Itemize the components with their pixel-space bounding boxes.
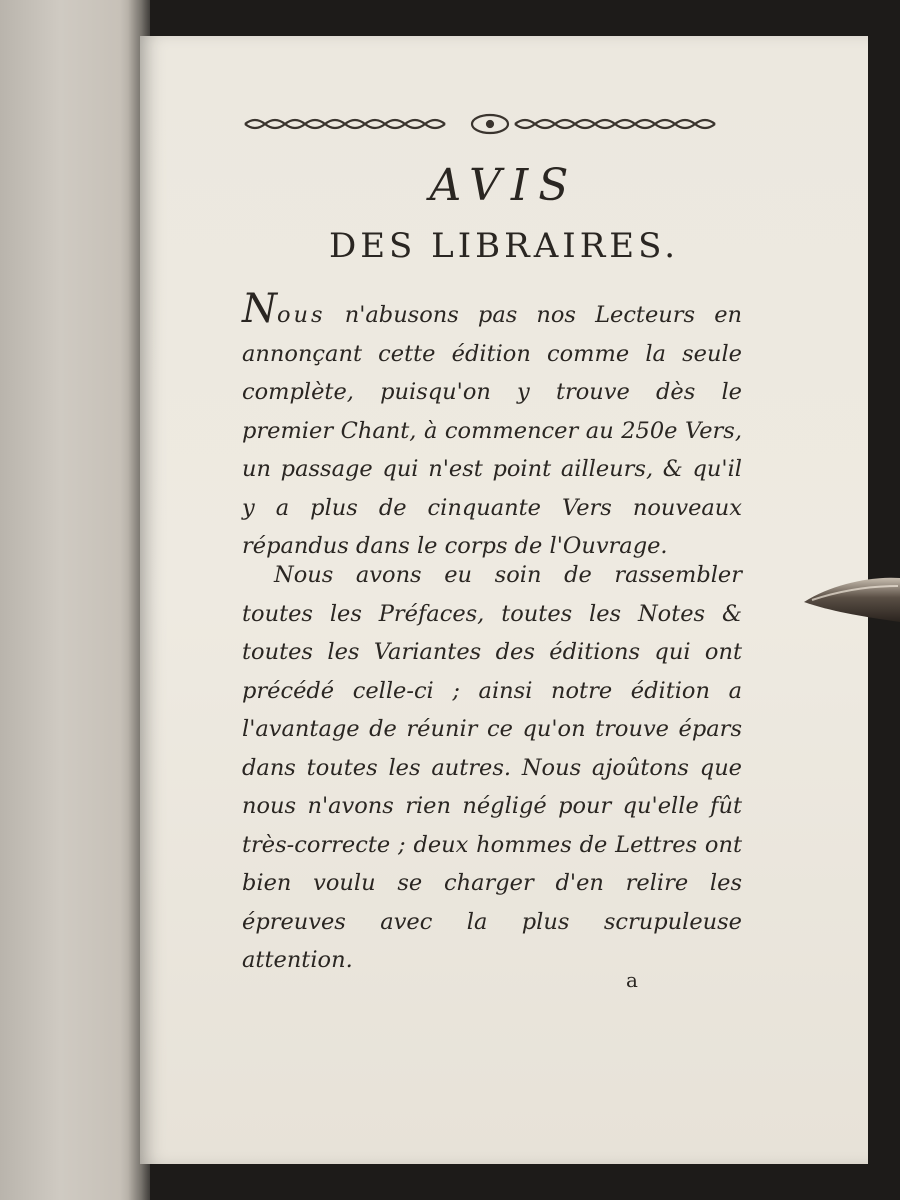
drop-cap: N	[242, 286, 277, 332]
signature-mark: a	[626, 968, 638, 992]
page-title: AVIS	[429, 160, 579, 211]
metal-pointer-icon	[802, 572, 900, 628]
decorative-border-icon	[240, 112, 740, 136]
paragraph-2: Nous avons eu soin de rassembler toutes les Préfaces, toutes les Notes & toutes les Variantes des éditions qui ont précédé celle-ci ; ainsi notre édition a l'avantage de réunir ce qu'on trouve épars dans toutes les autres. Nous ajoûtons que nous n'avons rien négligé pour qu'elle fût très-correcte ; deux hommes de Lettres ont bien voulu se charger d'en relire les épreuves avec la plus scrupuleuse attention.	[242, 562, 742, 973]
paragraph-1-text: n'abusons pas nos Lecteurs en annonçant cette édition comme la seule complète, puisqu'on y trouve dès le premier Chant, à commencer au 250e Vers, un passage qui n'est point ailleurs, & qu'il y a plus de cinquante Vers nouveaux répandus dans le corps de l'Ouvrage.	[242, 302, 742, 559]
book-page	[140, 36, 868, 1164]
paragraph-1	[242, 286, 742, 566]
small-caps-word: ous	[277, 302, 326, 328]
page-subtitle: DES LIBRAIRES.	[328, 226, 680, 266]
